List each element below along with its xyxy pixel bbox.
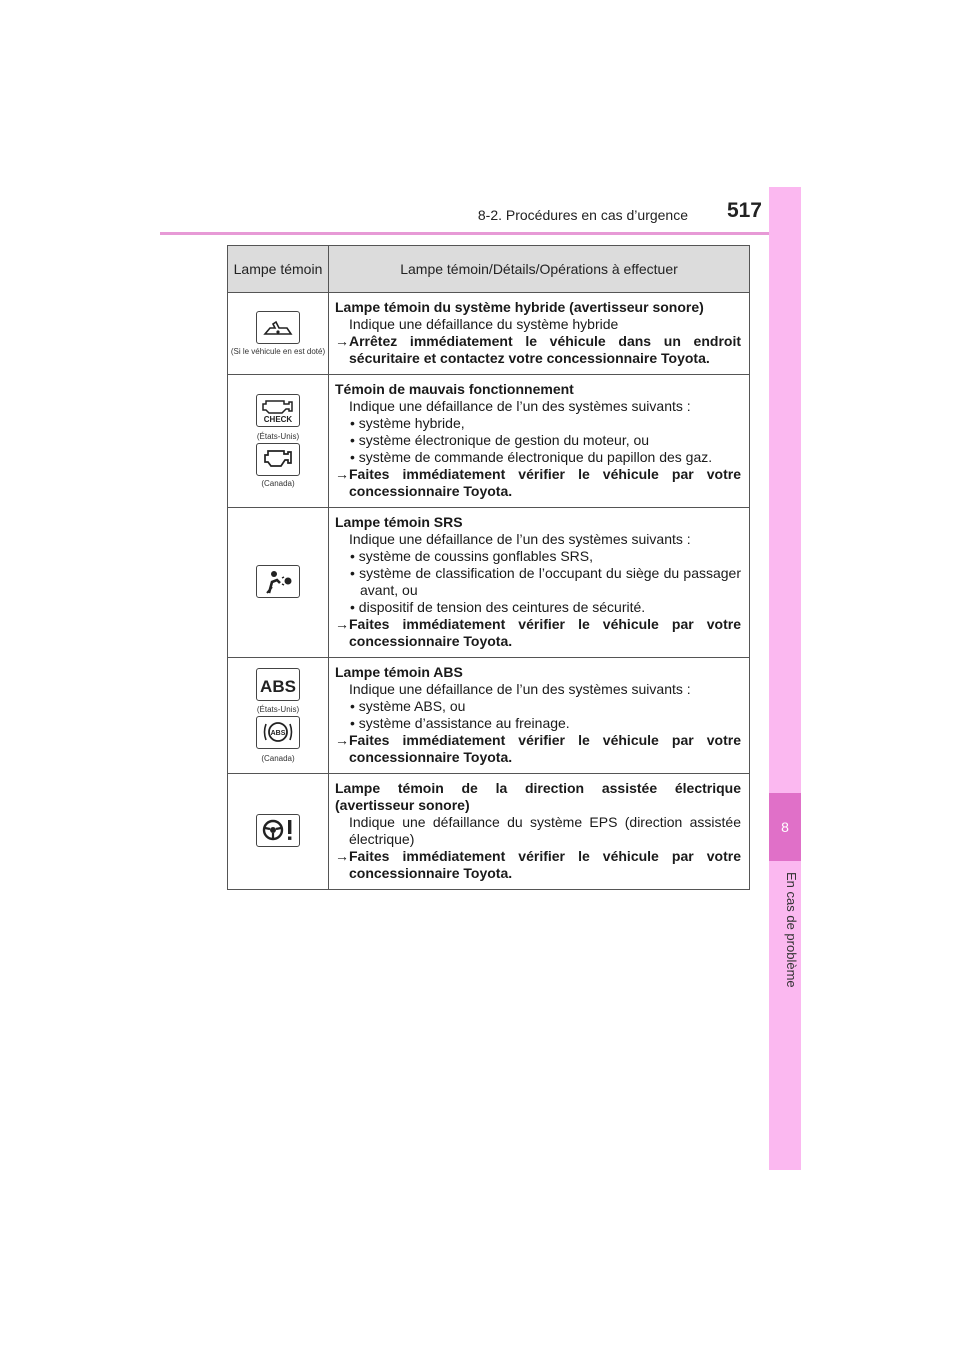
warning-lamps-table — [227, 245, 750, 890]
arrow-icon: → — [335, 466, 349, 482]
svg-text:CHECK: CHECK — [263, 414, 293, 424]
lamp-description: Indique une défaillance du système hybride — [349, 316, 619, 332]
chapter-label: En cas de problème — [784, 872, 799, 988]
eps-steering-warning-icon — [256, 814, 300, 847]
column-header-lamp: Lampe témoin — [228, 246, 329, 293]
lamp-icon-caption: (Si le véhicule en est doté) — [230, 347, 326, 356]
lamp-icon-caption: (Canada) — [261, 479, 295, 488]
arrow-icon: → — [335, 732, 349, 748]
lamp-icon-group — [228, 565, 328, 600]
page-number: 517 — [726, 199, 762, 222]
lamp-icon-caption: (États-Unis) — [256, 704, 300, 714]
check-engine-icon — [256, 394, 300, 427]
lamp-description: Indique une défaillance du système EPS (direction assistée électrique) — [349, 814, 741, 847]
svg-text:ABS: ABS — [260, 676, 296, 696]
lamp-icon-group — [228, 814, 328, 850]
lamp-icon-group — [228, 394, 328, 441]
section-title: 8-2. Procédures en cas d’urgence — [477, 207, 688, 223]
bullet-dot: • — [350, 715, 359, 731]
list-item — [335, 449, 741, 466]
table-row — [228, 293, 750, 375]
lamp-icon-cell — [228, 508, 329, 658]
lamp-icon-caption: (Canada) — [261, 754, 295, 763]
engine-icon — [256, 443, 300, 476]
abs-text-icon — [256, 668, 300, 701]
table-header-row — [228, 246, 750, 293]
lamp-action — [335, 333, 741, 367]
lamp-action-text: Arrêtez immédiatement le véhicule dans un endroit sécuritaire et contactez votre concessionnaire Toyota. — [349, 333, 741, 366]
lamp-description: Indique une défaillance de l’un des systèmes suivants : — [349, 398, 691, 414]
lamp-title: Lampe témoin de la direction assistée électrique (avertisseur sonore) — [335, 780, 741, 813]
lamp-icon-group — [228, 668, 328, 714]
lamp-details-cell — [329, 508, 750, 658]
table-row — [228, 375, 750, 508]
lamp-action-text: Faites immédiatement vérifier le véhicule par votre concessionnaire Toyota. — [349, 732, 741, 765]
column-header-details: Lampe témoin/Détails/Opérations à effectuer — [329, 246, 750, 293]
lamp-action — [335, 732, 741, 766]
lamp-action-text: Faites immédiatement vérifier le véhicule par votre concessionnaire Toyota. — [349, 848, 741, 881]
lamp-icon-cell — [228, 658, 329, 774]
chapter-side-tab — [769, 187, 801, 1170]
lamp-details-cell — [329, 293, 750, 375]
table-row — [228, 508, 750, 658]
lamp-icon-group — [228, 311, 328, 356]
table-row — [228, 658, 750, 774]
list-item-text: dispositif de tension des ceintures de sécurité. — [358, 599, 646, 615]
list-item-text: système ABS, ou — [358, 698, 466, 714]
list-item-text: système de classification de l’occupant du siège du passager avant, ou — [359, 565, 742, 598]
table-row — [228, 774, 750, 890]
lamp-title: Témoin de mauvais fonctionnement — [335, 381, 574, 397]
lamp-details-cell — [329, 375, 750, 508]
header-divider — [160, 232, 800, 235]
lamp-action-text: Faites immédiatement vérifier le véhicule par votre concessionnaire Toyota. — [349, 466, 741, 499]
list-item — [335, 698, 741, 715]
airbag-srs-icon — [256, 565, 300, 598]
abs-circle-icon — [256, 716, 300, 749]
bullet-dot: • — [350, 415, 359, 431]
chapter-number: 8 — [769, 793, 801, 861]
bullet-dot: • — [350, 432, 359, 448]
lamp-action — [335, 616, 741, 650]
lamp-description: Indique une défaillance de l’un des systèmes suivants : — [349, 531, 691, 547]
lamp-action — [335, 466, 741, 500]
list-item-text: système de commande électronique du papillon des gaz. — [358, 449, 713, 465]
bullet-dot: • — [350, 449, 359, 465]
list-item — [335, 548, 741, 565]
list-item-text: système électronique de gestion du moteur, ou — [358, 432, 650, 448]
list-item — [335, 715, 741, 732]
lamp-icon-group — [228, 443, 328, 489]
bullet-dot: • — [350, 565, 360, 581]
list-item-text: système d’assistance au freinage. — [358, 715, 570, 731]
svg-text:ABS: ABS — [270, 730, 286, 737]
list-item-text: système hybride, — [358, 415, 465, 431]
lamp-description: Indique une défaillance de l’un des systèmes suivants : — [349, 681, 691, 697]
arrow-icon: → — [335, 616, 349, 632]
arrow-icon: → — [335, 333, 349, 349]
lamp-details-cell — [329, 658, 750, 774]
lamp-title: Lampe témoin du système hybride (avertisseur sonore) — [335, 299, 704, 315]
bullet-dot: • — [350, 698, 359, 714]
lamp-icon-group — [228, 716, 328, 764]
list-item — [335, 432, 741, 449]
lamp-icon-cell — [228, 375, 329, 508]
lamp-action — [335, 848, 741, 882]
list-item — [335, 599, 741, 616]
lamp-details-cell — [329, 774, 750, 890]
lamp-icon-caption: (États-Unis) — [256, 431, 300, 441]
lamp-action-text: Faites immédiatement vérifier le véhicule par votre concessionnaire Toyota. — [349, 616, 741, 649]
lamp-icon-cell — [228, 293, 329, 375]
list-item — [335, 415, 741, 432]
list-item-text: système de coussins gonflables SRS, — [358, 548, 594, 564]
list-item — [335, 565, 741, 599]
lamp-title: Lampe témoin ABS — [335, 664, 463, 680]
bullet-dot: • — [350, 599, 359, 615]
arrow-icon: → — [335, 848, 349, 864]
hybrid-system-warning-icon — [256, 311, 300, 344]
lamp-title: Lampe témoin SRS — [335, 514, 463, 530]
lamp-icon-cell — [228, 774, 329, 890]
bullet-dot: • — [350, 548, 359, 564]
